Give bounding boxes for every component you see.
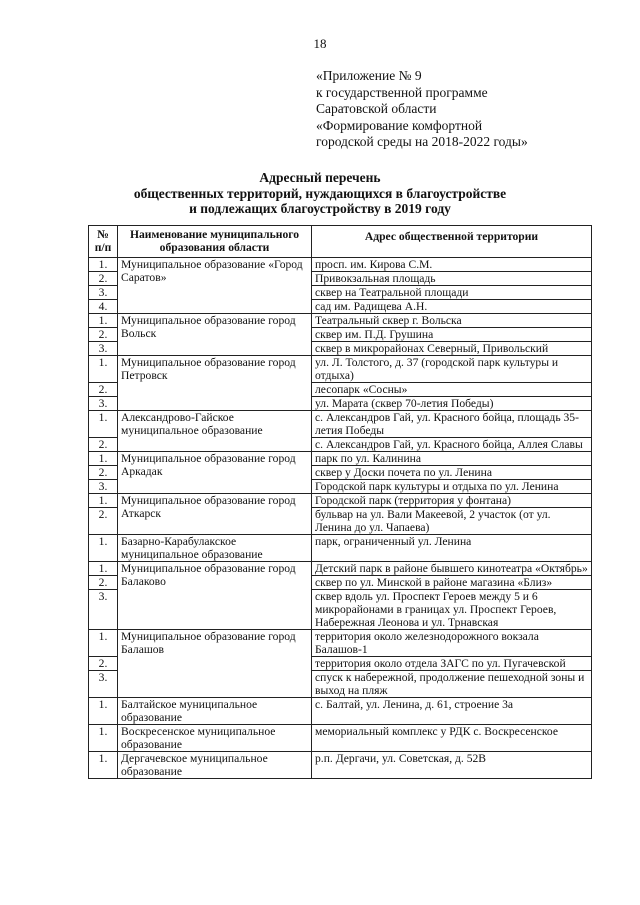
address-cell: Театральный сквер г. Вольска	[312, 314, 592, 328]
row-number: 3.	[89, 480, 118, 494]
row-number: 2.	[89, 657, 118, 671]
row-number: 1.	[89, 452, 118, 466]
table-row	[89, 258, 592, 272]
address-cell: с. Балтай, ул. Ленина, д. 61, строение 3а	[312, 698, 592, 725]
address-cell: сквер по ул. Минской в районе магазина «Близ»	[312, 576, 592, 590]
municipality-cell: Муниципальное образование город Аркадак	[118, 452, 312, 494]
appendix-line: Саратовской области	[316, 101, 437, 116]
address-cell: с. Александров Гай, ул. Красного бойца, площадь 35-летия Победы	[312, 411, 592, 438]
row-number: 3.	[89, 286, 118, 300]
address-cell: Городской парк культуры и отдыха по ул. Ленина	[312, 480, 592, 494]
page-number: 18	[313, 36, 327, 51]
row-number: 1.	[89, 494, 118, 508]
row-number: 3.	[89, 590, 118, 630]
row-number: 1.	[89, 258, 118, 272]
row-number: 2.	[89, 576, 118, 590]
table-row	[89, 411, 592, 438]
table-header-row	[89, 226, 592, 258]
address-cell: Городской парк (территория у фонтана)	[312, 494, 592, 508]
row-number: 2.	[89, 508, 118, 535]
municipality-cell: Александрово-Гайское муниципальное образование	[118, 411, 312, 452]
row-number: 3.	[89, 397, 118, 411]
table-row	[89, 752, 592, 779]
row-number: 2.	[89, 383, 118, 397]
table-row	[89, 698, 592, 725]
municipality-cell: Базарно-Карабулакское муниципальное образование	[118, 535, 312, 562]
table-row	[89, 725, 592, 752]
address-cell: сквер вдоль ул. Проспект Героев между 5 и 6 микрорайонами в границах ул. Проспект Героев, Набережная Леонова и ул. Трнавская	[312, 590, 592, 630]
row-number: 1.	[89, 535, 118, 562]
appendix-line: «Формирование комфортной	[316, 117, 483, 133]
title-line: Адресный перечень	[259, 170, 381, 185]
address-cell: бульвар на ул. Вали Макеевой, 2 участок (от ул. Ленина до ул. Чапаева)	[312, 508, 592, 535]
header-number: № п/п	[89, 226, 118, 258]
municipality-cell: Балтайское муниципальное образование	[118, 698, 312, 725]
address-cell: ул. Л. Толстого, д. 37 (городской парк культуры и отдыха)	[312, 356, 592, 383]
municipality-cell: Муниципальное образование «Город Саратов»	[118, 258, 312, 314]
row-number: 1.	[89, 314, 118, 328]
title-line: и подлежащих благоустройству в 2019 году	[189, 201, 451, 216]
appendix-line: городской среды на 2018-2022 годы»	[316, 134, 528, 149]
row-number: 3.	[89, 342, 118, 356]
row-number: 4.	[89, 300, 118, 314]
appendix-line: «Приложение № 9	[316, 68, 422, 83]
document-title	[0, 170, 640, 217]
address-cell: парк, ограниченный ул. Ленина	[312, 535, 592, 562]
header-address: Адрес общественной территории	[312, 226, 592, 258]
appendix-line: к государственной программе	[316, 84, 488, 100]
header-municipality: Наименование муниципального образования области	[118, 226, 312, 258]
municipality-cell: Воскресенское муниципальное образование	[118, 725, 312, 752]
table-body	[89, 258, 592, 779]
address-cell: сад им. Радищева А.Н.	[312, 300, 592, 314]
row-number: 1.	[89, 356, 118, 383]
address-cell: лесопарк «Сосны»	[312, 383, 592, 397]
row-number: 1.	[89, 562, 118, 576]
address-cell: Привокзальная площадь	[312, 272, 592, 286]
territory-table	[88, 225, 592, 779]
row-number: 2.	[89, 328, 118, 342]
municipality-cell: Дергачевское муниципальное образование	[118, 752, 312, 779]
row-number: 1.	[89, 725, 118, 752]
row-number: 2.	[89, 438, 118, 452]
row-number: 2.	[89, 466, 118, 480]
table-row	[89, 356, 592, 383]
address-cell: с. Александров Гай, ул. Красного бойца, Аллея Славы	[312, 438, 592, 452]
table-row	[89, 494, 592, 508]
address-cell: территория около отдела ЗАГС по ул. Пугачевской	[312, 657, 592, 671]
municipality-cell: Муниципальное образование город Балашов	[118, 630, 312, 698]
municipality-cell: Муниципальное образование город Петровск	[118, 356, 312, 411]
row-number: 2.	[89, 272, 118, 286]
row-number: 1.	[89, 698, 118, 725]
title-line: общественных территорий, нуждающихся в благоустройстве	[133, 185, 507, 201]
address-cell: ул. Марата (сквер 70-летия Победы)	[312, 397, 592, 411]
row-number: 1.	[89, 411, 118, 438]
address-cell: сквер им. П.Д. Грушина	[312, 328, 592, 342]
municipality-cell: Муниципальное образование город Балаково	[118, 562, 312, 630]
address-cell: парк по ул. Калинина	[312, 452, 592, 466]
address-cell: территория около железнодорожного вокзала Балашов-1	[312, 630, 592, 657]
table-row	[89, 535, 592, 562]
table-row	[89, 452, 592, 466]
table-row	[89, 314, 592, 328]
address-cell: сквер в микрорайонах Северный, Привольский	[312, 342, 592, 356]
row-number: 3.	[89, 671, 118, 698]
municipality-cell: Муниципальное образование город Аткарск	[118, 494, 312, 535]
address-cell: Детский парк в районе бывшего кинотеатра «Октябрь»	[312, 562, 592, 576]
row-number: 1.	[89, 630, 118, 657]
table-row	[89, 630, 592, 657]
address-cell: мемориальный комплекс у РДК с. Воскресенское	[312, 725, 592, 752]
address-cell: спуск к набережной, продолжение пешеходной зоны и выход на пляж	[312, 671, 592, 698]
municipality-cell: Муниципальное образование город Вольск	[118, 314, 312, 356]
table-row	[89, 562, 592, 576]
address-cell: сквер у Доски почета по ул. Ленина	[312, 466, 592, 480]
appendix-note	[316, 68, 616, 151]
address-cell: р.п. Дергачи, ул. Советская, д. 52В	[312, 752, 592, 779]
row-number: 1.	[89, 752, 118, 779]
address-cell: просп. им. Кирова С.М.	[312, 258, 592, 272]
address-cell: сквер на Театральной площади	[312, 286, 592, 300]
